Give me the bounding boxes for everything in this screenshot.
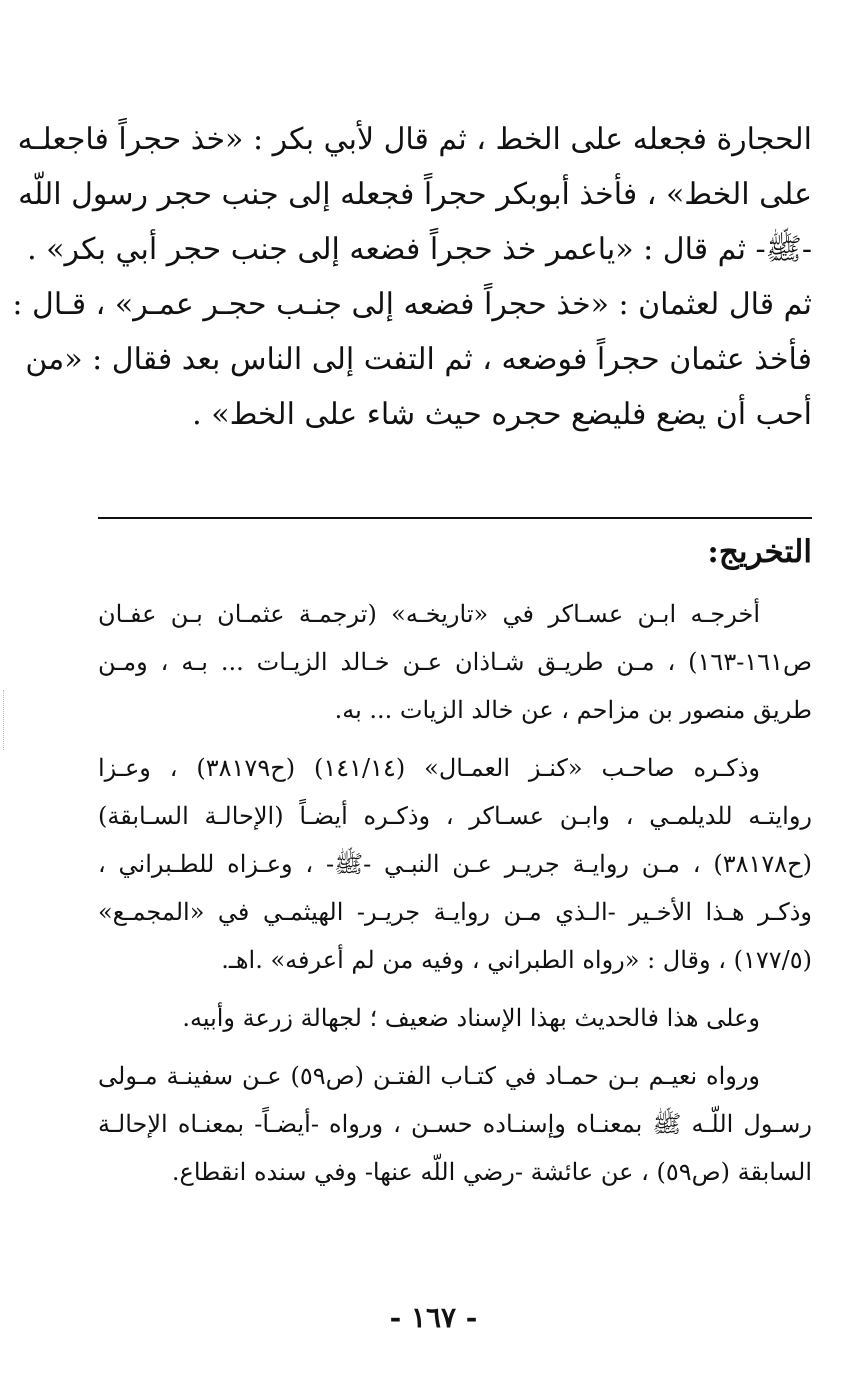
main-text-line: الحجارة فجعله على الخط ، ثم قال لأبي بكر : «خذ حجراً فاجعلـه bbox=[17, 122, 812, 157]
notes-line: روايتـه للديلمـي ، وابـن عسـاكر ، وذكـره أيضـاً (الإحالـة السـابقة) bbox=[98, 802, 812, 830]
notes-paragraph bbox=[98, 590, 812, 734]
notes-paragraph bbox=[98, 744, 812, 984]
notes-line: رسـول اللّـه ﷺ بمعنـاه وإسنـاده حسـن ، ورواه -أيضـاً- بمعنـاه الإحالـة bbox=[98, 1110, 812, 1138]
notes-line: (١٧٧/٥) ، وقال : «رواه الطبراني ، وفيه من لم أعرفه» .اهـ. bbox=[221, 946, 812, 974]
page-number: - ١٦٧ - bbox=[389, 1301, 478, 1334]
notes-block bbox=[98, 590, 812, 1206]
notes-paragraph bbox=[98, 994, 812, 1042]
main-text-line: فأخذ عثمان حجراً فوضعه ، ثم التفت إلى الناس بعد فقال : «من bbox=[25, 342, 812, 377]
main-text-line: أحب أن يضع فليضع حجره حيث شاء على الخط» . bbox=[192, 397, 812, 432]
notes-line: طريق منصور بن مزاحم ، عن خالد الزيات ... به. bbox=[334, 696, 812, 724]
notes-line: (ح٣٨١٧٨) ، مـن روايـة جريـر عـن النبـي -ﷺ- ، وعـزاه للطـبراني ، bbox=[98, 850, 813, 878]
notes-line: وذكـر هـذا الأخـير -الـذي مـن روايـة جريـر- الهيثمـي في «المجمـع» bbox=[98, 898, 812, 926]
notes-line: ورواه نعيـم بـن حمـاد في كتـاب الفتـن (ص٥٩) عـن سفينـة مـولى bbox=[98, 1062, 760, 1090]
main-text-line: ثم قال لعثمان : «خذ حجراً فضعه إلى جنـب حجـر عمـر» ، قـال : bbox=[12, 287, 812, 322]
section-title: التخريج: bbox=[707, 534, 812, 570]
main-text-block bbox=[12, 112, 812, 442]
notes-line: وعلى هذا فالحديث بهذا الإسناد ضعيف ؛ لجهالة زرعة وأبيه. bbox=[182, 1004, 760, 1032]
notes-paragraph bbox=[98, 1052, 812, 1196]
section-divider bbox=[98, 517, 812, 519]
notes-line: ص١٦١-١٦٣) ، مـن طريـق شـاذان عـن خـالد الزيـات ... بـه ، ومـن bbox=[98, 648, 812, 676]
notes-line: أخرجـه ابـن عسـاكر في «تاريخـه» (ترجمـة عثمـان بـن عفـان bbox=[98, 600, 760, 628]
main-text-line: -ﷺ- ثم قال : «ياعمر خذ حجراً فضعه إلى جنب حجر أبي بكر» . bbox=[27, 232, 812, 267]
notes-line: السابقة (ص٥٩) ، عن عائشة -رضي اللّه عنها- وفي سنده انقطاع. bbox=[171, 1158, 812, 1186]
notes-line: وذكـره صاحـب «كنـز العمـال» (١٤١/١٤) (ح٣٨١٧٩) ، وعـزا bbox=[98, 754, 761, 782]
main-text-line: على الخط» ، فأخذ أبوبكر حجراً فجعله إلى جنب حجر رسول اللّه bbox=[18, 177, 812, 212]
scan-margin-mark bbox=[3, 690, 5, 750]
